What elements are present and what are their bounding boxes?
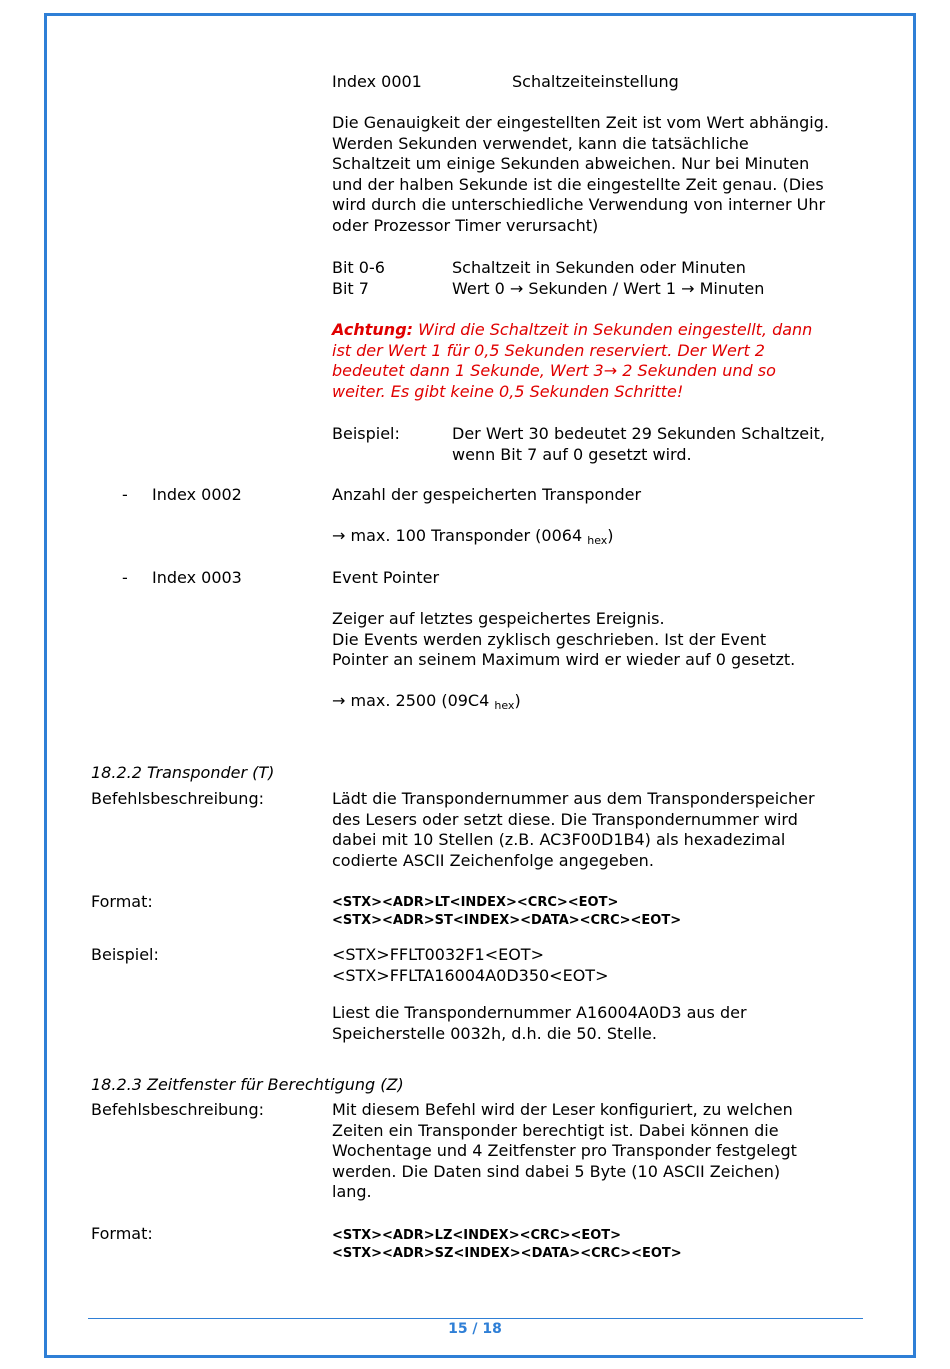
transponder-format-code: <STX><ADR>LT<INDEX><CRC><EOT> <STX><ADR>ST<INDEX><DATA><CRC><EOT> [332, 895, 682, 928]
warning-text: Wird die Schaltzeit in Sekunden eingestellt, dann ist der Wert 1 für 0,5 Sekunden reserviert. Der Wert 2 bedeutet dann 1 Sekunde, Wert 3→ 2 Sekunden und so weiter. Es gibt keine 0,5 Sekunden Schritte! [332, 320, 813, 401]
index-0003-max [332, 691, 521, 717]
example-label: Beispiel: [332, 424, 400, 443]
zeitfenster-desc-text: Mit diesem Befehl wird der Leser konfiguriert, zu welchen Zeiten ein Transponder berechtigt ist. Dabei können die Wochentage und 4 Zeitfenster pro Transponder festgelegt werden. Die Daten sind dabei 5 Byte (10 ASCII Zeichen) lang. [332, 1100, 797, 1202]
zeitfenster-desc-label: Befehlsbeschreibung: [91, 1100, 264, 1119]
index-0002-max-text: → max. 100 Transponder (0064 [332, 526, 588, 545]
transponder-example-text: Liest die Transpondernummer A16004A0D3 aus der Speicherstelle 0032h, d.h. die 50. Stelle. [332, 1003, 747, 1043]
transponder-example-label: Beispiel: [91, 945, 159, 964]
index-0003-label: Index 0003 [152, 568, 242, 587]
index-0002-max-sub: hex [587, 534, 608, 547]
index-0003-title: Event Pointer [332, 568, 440, 587]
index-0002-max-close: ) [607, 526, 614, 545]
section-transponder-heading: 18.2.2 Transponder (T) [91, 763, 275, 782]
index-0001-paragraph: Die Genauigkeit der eingestellten Zeit ist vom Wert abhängig. Werden Sekunden verwendet, kann die tatsächliche Schaltzeit um einige Sekunden abweichen. Nur bei Minuten und der halben Sekunde ist die eingestellte Zeit genau. (Dies wird durch die unterschiedliche Verwendung von interner Uhr oder Prozessor Timer verursacht) [332, 113, 829, 235]
index-0002-max [332, 526, 614, 552]
bit-0-6-label: Bit 0-6 [332, 258, 385, 277]
transponder-desc-label: Befehlsbeschreibung: [91, 789, 264, 808]
index-0001-label: Index 0001 [332, 72, 422, 91]
bit-7-desc: Wert 0 → Sekunden / Wert 1 → Minuten [452, 279, 765, 298]
index-0002-title: Anzahl der gespeicherten Transponder [332, 485, 642, 504]
index-0003-paragraph: Zeiger auf letztes gespeichertes Ereignis. Die Events werden zyklisch geschrieben. Ist der Event Pointer an seinem Maximum wird er wieder auf 0 gesetzt. [332, 609, 796, 670]
zeitfenster-format-code: <STX><ADR>LZ<INDEX><CRC><EOT> <STX><ADR>SZ<INDEX><DATA><CRC><EOT> [332, 1228, 682, 1261]
index-0002-label: Index 0002 [152, 485, 242, 504]
warning-note [332, 320, 872, 402]
transponder-desc-text: Lädt die Transpondernummer aus dem Transponderspeicher des Lesers oder setzt diese. Die Transpondernummer wird dabei mit 10 Stellen (z.B. AC3F00D1B4) als hexadezimal codierte ASCII Zeichenfolge angegeben. [332, 789, 815, 870]
index-0003-max-close: ) [514, 691, 521, 710]
footer-rule [88, 1318, 863, 1319]
section-zeitfenster-heading: 18.2.3 Zeitfenster für Berechtigung (Z) [91, 1075, 404, 1094]
bit-7-label: Bit 7 [332, 279, 369, 298]
transponder-format-label: Format: [91, 892, 153, 911]
zeitfenster-format-label: Format: [91, 1224, 153, 1243]
warning-label: Achtung: [332, 320, 414, 339]
transponder-example-code: <STX>FFLT0032F1<EOT> <STX>FFLTA16004A0D350<EOT> [332, 945, 609, 985]
index-0001-title: Schaltzeiteinstellung [512, 72, 679, 91]
index-0002-dash: - [122, 485, 128, 504]
example-text: Der Wert 30 bedeutet 29 Sekunden Schaltzeit, wenn Bit 7 auf 0 gesetzt wird. [452, 424, 825, 464]
page-number: 15 / 18 [448, 1321, 502, 1337]
index-0003-max-sub: hex [494, 699, 515, 712]
index-0003-dash: - [122, 568, 128, 587]
index-0003-max-text: → max. 2500 (09C4 [332, 691, 495, 710]
bit-0-6-desc: Schaltzeit in Sekunden oder Minuten [452, 258, 746, 277]
